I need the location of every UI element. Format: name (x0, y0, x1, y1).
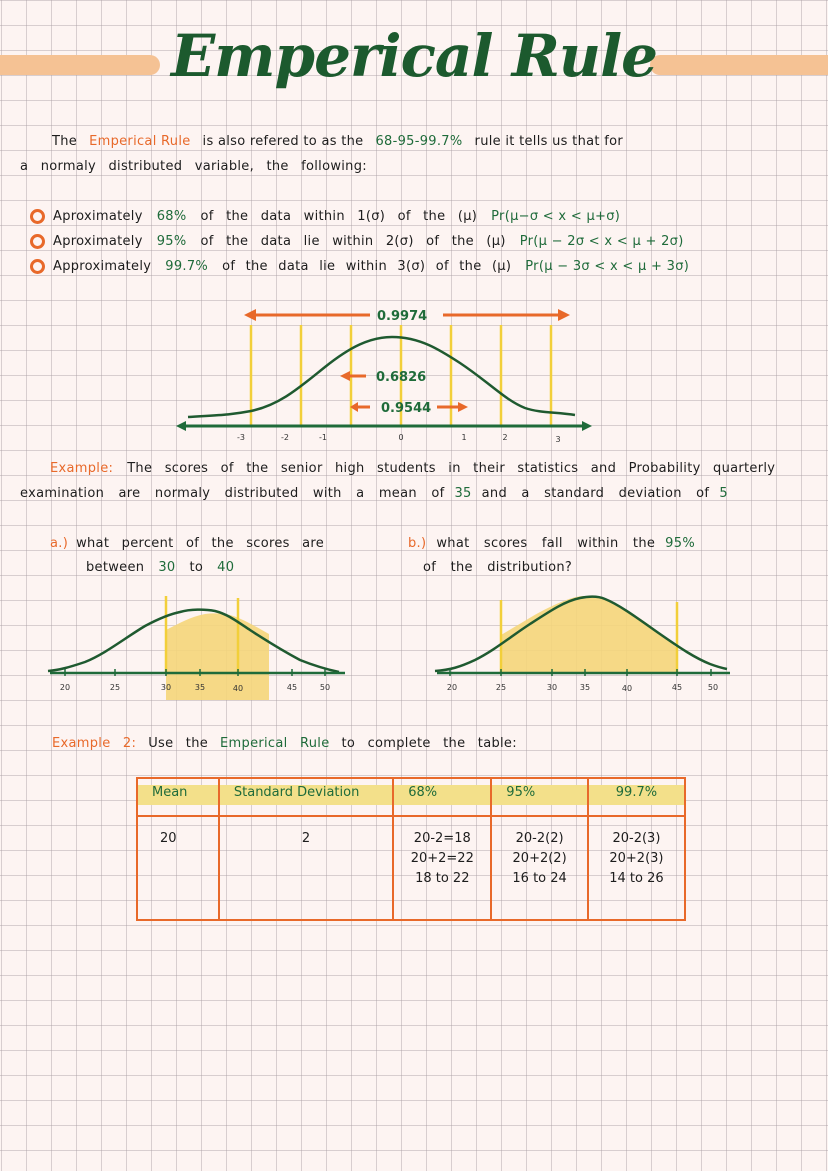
bullet-997: Approximately 99.7% of the data lie within 3(σ) of the (μ) Pr(μ − 3σ < x < μ + 3σ) (30, 259, 689, 274)
svg-text:50: 50 (707, 683, 719, 692)
header-997: 99.7% (588, 778, 685, 816)
svg-text:45: 45 (671, 683, 683, 692)
svg-text:20: 20 (446, 683, 458, 692)
example-label: Example: (50, 461, 114, 476)
example-2-line: Example 2: Use the Emperical Rule to complete the table: (52, 736, 517, 751)
rule-numbers: 68-95-99.7% (375, 134, 463, 149)
intro-line-2: a normaly distributed variable, the following: (20, 159, 367, 174)
svg-text:40: 40 (621, 684, 633, 693)
svg-text:0.9544: 0.9544 (381, 401, 432, 416)
example-2-label: Example 2: (52, 736, 137, 751)
svg-text:-3: -3 (237, 433, 245, 442)
svg-text:1: 1 (461, 433, 467, 442)
intro-line-1: The Emperical Rule is also refered to as the 68-95-99.7% rule it tells us that for (52, 134, 623, 149)
bullet-circle-icon (30, 209, 45, 224)
bullet-circle-icon (30, 259, 45, 274)
header-68: 68% (393, 778, 491, 816)
svg-text:30: 30 (160, 683, 172, 692)
x-axis (176, 421, 592, 431)
question-b-line-1: b.) what scores fall within the 95% (408, 536, 695, 551)
svg-text:50: 50 (319, 683, 331, 692)
bullet-circle-icon (30, 234, 45, 249)
svg-text:20: 20 (59, 683, 71, 692)
table-row (137, 816, 685, 920)
svg-text:45: 45 (286, 683, 298, 692)
header-sd: Standard Deviation (219, 778, 393, 816)
chart-question-a (30, 580, 390, 700)
svg-text:0: 0 (398, 433, 404, 442)
bullet-68: Aproximately 68% of the data within 1(σ) of the (μ) Pr(μ−σ < x < μ+σ) (30, 209, 620, 224)
table-header-row (137, 778, 685, 816)
example-1-line-1: Example: The scores of the senior high students in their statistics and Probability quarterly (50, 461, 776, 476)
empirical-rule-table (136, 777, 686, 921)
example-1-line-2: examination are normaly distributed with a mean of 35 and a standard deviation of 5 (20, 486, 728, 501)
cell-sd: 2 (219, 816, 393, 920)
cell-95: 20-2(2) 20+2(2) 16 to 24 (491, 816, 588, 920)
svg-text:2: 2 (502, 433, 508, 442)
question-a-line-2: between 30 to 40 (86, 560, 235, 575)
svg-text:35: 35 (194, 683, 206, 692)
svg-text:3: 3 (555, 435, 561, 444)
bullet-95: Aproximately 95% of the data lie within 2(σ) of the (μ) Pr(μ − 2σ < x < μ + 2σ) (30, 234, 684, 249)
question-a-line-1: a.) what percent of the scores are (50, 536, 325, 551)
shaded-area-30-40 (166, 613, 269, 700)
page-title: Emperical Rule (170, 22, 658, 90)
chart-question-b (400, 580, 760, 700)
cell-mean: 20 (137, 816, 219, 920)
term-emperical-rule: Emperical Rule (89, 134, 191, 149)
header-95: 95% (491, 778, 588, 816)
svg-text:25: 25 (495, 683, 507, 692)
shaded-area-25-45 (501, 596, 677, 673)
sd-value: 5 (719, 486, 728, 501)
mean-value: 35 (454, 486, 472, 501)
cell-68: 20-2=18 20+2=22 18 to 22 (393, 816, 491, 920)
cell-997: 20-2(3) 20+2(3) 14 to 26 (588, 816, 685, 920)
normal-curve-diagram (160, 295, 620, 455)
svg-text:-2: -2 (281, 433, 289, 442)
svg-text:0.9974: 0.9974 (377, 309, 428, 324)
svg-text:35: 35 (579, 683, 591, 692)
svg-text:25: 25 (109, 683, 121, 692)
svg-text:40: 40 (232, 684, 244, 693)
svg-text:0.6826: 0.6826 (376, 370, 427, 385)
svg-text:30: 30 (546, 683, 558, 692)
svg-text:-1: -1 (319, 433, 327, 442)
header-mean: Mean (137, 778, 219, 816)
question-b-line-2: of the distribution? (423, 560, 573, 575)
